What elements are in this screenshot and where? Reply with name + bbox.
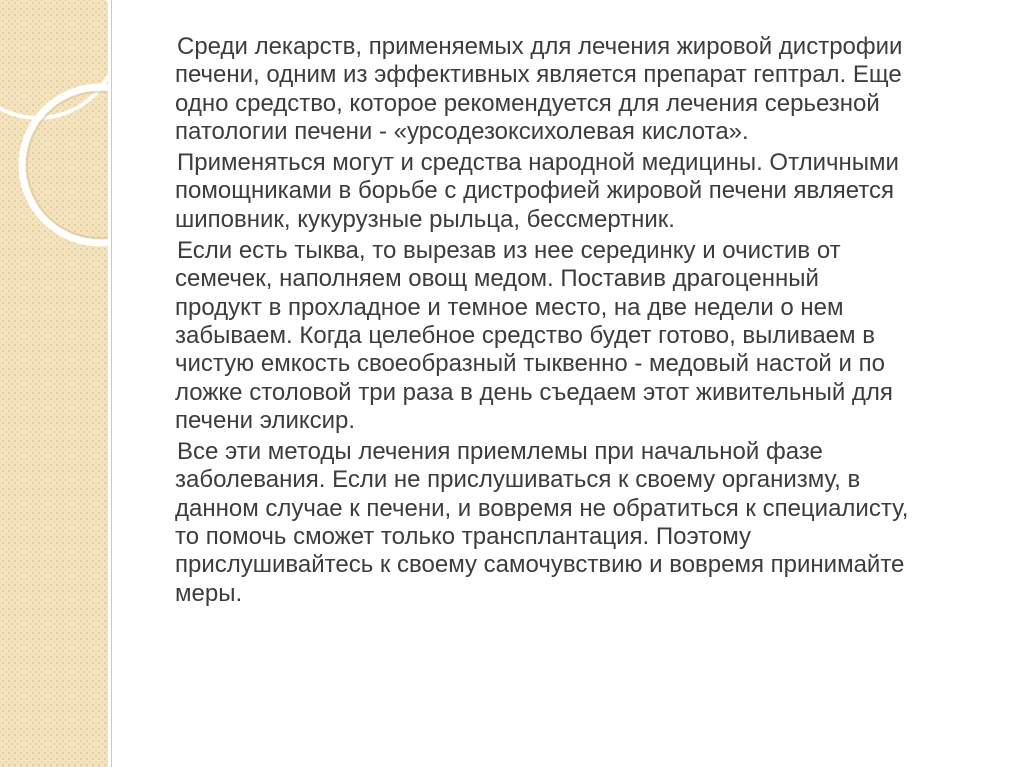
paragraph-pumpkin-recipe xyxy=(175,237,1005,435)
text-line: помощниками в борьбе с дистрофией жировой печени является xyxy=(175,177,894,205)
text-line: прислушивайтесь к своему самочувствию и вовремя принимайте xyxy=(175,551,905,579)
text-line: ложке столовой три раза в день съедаем этот живительный для xyxy=(175,378,893,406)
text-line: заболевания. Если не прислушиваться к своему организму, в xyxy=(175,466,861,494)
text-line: одно средство, которое рекомендуется для лечения серьезной xyxy=(175,89,880,117)
text-line: чистую емкость своеобразный тыквенно - медовый настой и по xyxy=(175,350,885,378)
text-line: то помочь сможет только трансплантация. Поэтому xyxy=(175,523,752,551)
decorative-circles xyxy=(0,0,108,767)
panel-divider xyxy=(111,0,112,767)
text-line: данном случае к печени, и вовремя не обратиться к специалисту, xyxy=(175,494,909,522)
text-line: семечек, наполняем овощ медом. Поставив драгоценный xyxy=(175,265,819,293)
text-line: шиповник, кукурузные рыльца, бессмертник. xyxy=(175,205,675,233)
paragraph-folk-remedies xyxy=(175,149,1005,234)
text-line: забываем. Когда целебное средство будет готово, выливаем в xyxy=(175,321,875,349)
text-line: печени, одним из эффективных является препарат гептрал. Еще xyxy=(175,61,902,89)
text-line: продукт в прохладное и темное место, на две недели о нем xyxy=(175,293,844,321)
decorative-circle-large xyxy=(22,87,108,243)
paragraph-medications xyxy=(175,33,1005,146)
paragraph-conclusion xyxy=(175,438,1005,608)
decorative-side-panel xyxy=(0,0,108,767)
text-line: меры. xyxy=(175,579,243,607)
text-line: Если есть тыква, то вырезав из нее серединку и очистив от xyxy=(177,237,841,265)
slide-body xyxy=(175,33,1005,611)
text-line: патологии печени - «урсодезоксихолевая кислота». xyxy=(175,117,749,145)
text-line: Среди лекарств, применяемых для лечения жировой дистрофии xyxy=(177,33,903,60)
text-line: печени эликсир. xyxy=(175,406,356,434)
text-line: Применяться могут и средства народной медицины. Отличными xyxy=(177,149,899,177)
text-line: Все эти методы лечения приемлемы при начальной фазе xyxy=(177,438,823,466)
